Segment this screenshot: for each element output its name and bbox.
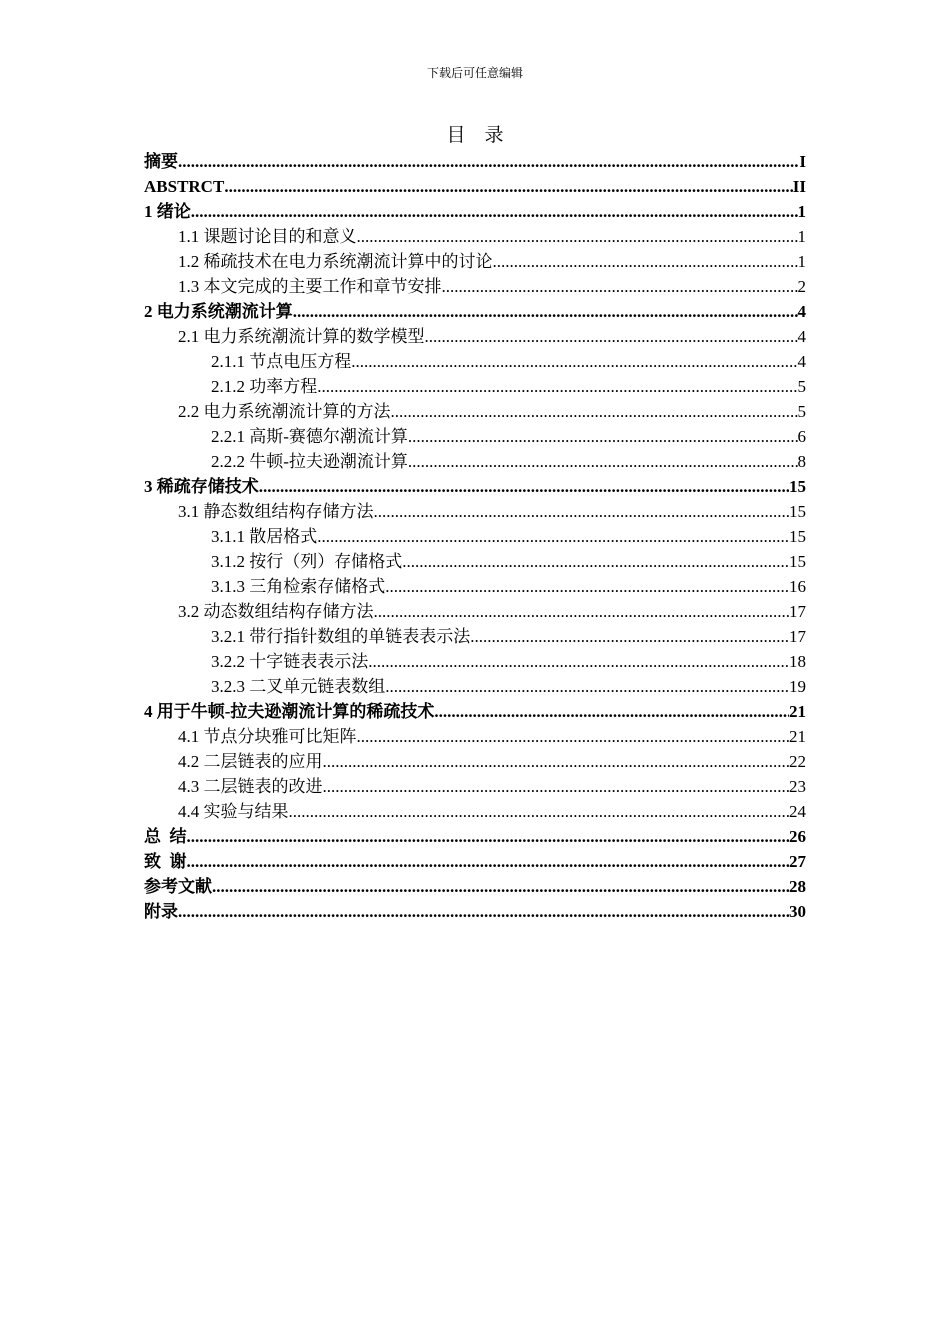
toc-entry[interactable]	[144, 874, 806, 899]
toc-entry[interactable]	[144, 149, 806, 174]
toc-leader-dots	[374, 499, 790, 524]
toc-entry-title: 2.2.2 牛顿-拉夫逊潮流计算	[211, 452, 408, 471]
toc-entry-title: 总 结	[144, 827, 187, 846]
toc-leader-dots	[317, 524, 789, 549]
toc-leader-dots	[323, 774, 790, 799]
toc-entry[interactable]	[144, 574, 806, 599]
toc-entry-page: 17	[789, 627, 806, 646]
toc-entry-page: 5	[797, 402, 806, 421]
toc-entry[interactable]	[144, 274, 806, 299]
toc-leader-dots	[178, 149, 799, 174]
toc-entry[interactable]	[144, 424, 806, 449]
toc-leader-dots	[357, 724, 790, 749]
toc-leader-dots	[408, 449, 798, 474]
toc-entry[interactable]	[144, 724, 806, 749]
toc-entry[interactable]	[144, 299, 806, 324]
page-header: 下载后可任意编辑	[426, 66, 523, 80]
toc-leader-dots	[374, 599, 790, 624]
toc-entry-title: 3.2.3 二叉单元链表数组	[211, 677, 386, 696]
toc-entry-page: 4	[797, 327, 806, 346]
toc-entry[interactable]	[144, 324, 806, 349]
toc-entry-page: 6	[797, 427, 806, 446]
toc-entry-title: 2.1.1 节点电压方程	[211, 352, 352, 371]
toc-entry-page: 24	[789, 802, 806, 821]
toc-entry[interactable]	[144, 699, 806, 724]
toc-entry-page: II	[792, 177, 806, 196]
toc-entry-title: 1 绪论	[144, 202, 191, 221]
toc-leader-dots	[391, 399, 798, 424]
toc-entry[interactable]	[144, 474, 806, 499]
toc-leader-dots	[317, 374, 797, 399]
toc-entry-page: 1	[797, 227, 806, 246]
toc-leader-dots	[402, 549, 789, 574]
toc-entry-page: 17	[789, 602, 806, 621]
toc-leader-dots	[351, 349, 797, 374]
toc-entry[interactable]	[144, 549, 806, 574]
toc-entry-page: 15	[789, 527, 806, 546]
toc-entry[interactable]	[144, 649, 806, 674]
toc-entry[interactable]	[144, 674, 806, 699]
toc-entry-page: 8	[797, 452, 806, 471]
toc-entry-title: 致 谢	[144, 852, 187, 871]
toc-leader-dots	[259, 474, 789, 499]
toc-entry-page: 22	[789, 752, 806, 771]
toc-entry[interactable]	[144, 599, 806, 624]
toc-leader-dots	[493, 249, 798, 274]
toc-entry[interactable]	[144, 849, 806, 874]
toc-entry-page: 21	[789, 702, 806, 721]
toc-entry-page: 18	[789, 652, 806, 671]
toc-entry-page: 21	[789, 727, 806, 746]
toc-entry-title: 3.1 静态数组结构存储方法	[178, 502, 374, 521]
toc-leader-dots	[408, 424, 798, 449]
toc-leader-dots	[385, 574, 789, 599]
toc-entry-title: ABSTRCT	[144, 177, 225, 196]
toc-leader-dots	[293, 299, 798, 324]
toc-entry-title: 3.1.1 散居格式	[211, 527, 318, 546]
toc-entry-title: 参考文献	[144, 877, 212, 896]
toc-entry[interactable]	[144, 249, 806, 274]
toc-leader-dots	[187, 849, 790, 874]
toc-entry-title: 附录	[144, 902, 178, 921]
toc-entry-page: 28	[789, 877, 806, 896]
toc-entry-title: 4.2 二层链表的应用	[178, 752, 323, 771]
toc-entry-title: 4 用于牛顿-拉夫逊潮流计算的稀疏技术	[144, 702, 435, 721]
toc-entry[interactable]	[144, 349, 806, 374]
toc-entry[interactable]	[144, 199, 806, 224]
toc-entry-page: 23	[789, 777, 806, 796]
toc-entry-title: 3.2.1 带行指针数组的单链表表示法	[211, 627, 471, 646]
toc-entry-page: 2	[797, 277, 806, 296]
toc-entry[interactable]	[144, 899, 806, 924]
toc-entry-page: 30	[789, 902, 806, 921]
toc-leader-dots	[187, 824, 790, 849]
toc-entry-page: 4	[797, 302, 806, 321]
toc-entry[interactable]	[144, 374, 806, 399]
toc-entry[interactable]	[144, 449, 806, 474]
toc-entry-page: 26	[789, 827, 806, 846]
toc-entry-title: 3.1.3 三角检索存储格式	[211, 577, 386, 596]
toc-entry[interactable]	[144, 499, 806, 524]
toc-leader-dots	[357, 224, 798, 249]
toc-entry-page: 1	[797, 202, 806, 221]
toc-title: 目 录	[446, 125, 504, 146]
toc-leader-dots	[224, 174, 792, 199]
toc-entry[interactable]	[144, 524, 806, 549]
toc-leader-dots	[323, 749, 790, 774]
toc-leader-dots	[385, 674, 789, 699]
toc-entry[interactable]	[144, 799, 806, 824]
toc-entry[interactable]	[144, 174, 806, 199]
toc-entry-title: 3 稀疏存储技术	[144, 477, 259, 496]
toc-entry-title: 1.2 稀疏技术在电力系统潮流计算中的讨论	[178, 252, 493, 271]
toc-entry[interactable]	[144, 399, 806, 424]
toc-entry-title: 3.2 动态数组结构存储方法	[178, 602, 374, 621]
toc-leader-dots	[470, 624, 789, 649]
toc-entry[interactable]	[144, 749, 806, 774]
toc-entry-title: 4.3 二层链表的改进	[178, 777, 323, 796]
toc-leader-dots	[442, 274, 798, 299]
toc-entry-title: 摘要	[144, 152, 178, 171]
toc-entry-page: 4	[797, 352, 806, 371]
toc-entry-title: 2.1 电力系统潮流计算的数学模型	[178, 327, 425, 346]
toc-entry-title: 2 电力系统潮流计算	[144, 302, 293, 321]
toc-entry-title: 3.2.2 十字链表表示法	[211, 652, 369, 671]
toc-leader-dots	[178, 899, 789, 924]
toc-entry-page: 15	[789, 502, 806, 521]
toc-leader-dots	[289, 799, 790, 824]
toc-entry-page: 15	[789, 477, 806, 496]
toc-leader-dots	[434, 699, 789, 724]
toc-entry-title: 1.1 课题讨论目的和意义	[178, 227, 357, 246]
toc-entry-page: I	[799, 152, 806, 171]
toc-entry-title: 3.1.2 按行（列）存储格式	[211, 552, 403, 571]
toc-entry-page: 5	[797, 377, 806, 396]
toc-entry[interactable]	[144, 774, 806, 799]
toc-entry-title: 2.2 电力系统潮流计算的方法	[178, 402, 391, 421]
toc-entry-title: 4.4 实验与结果	[178, 802, 289, 821]
toc-entry-page: 16	[789, 577, 806, 596]
toc-entry-title: 2.2.1 高斯-赛德尔潮流计算	[211, 427, 408, 446]
toc-entry[interactable]	[144, 224, 806, 249]
toc-entry[interactable]	[144, 624, 806, 649]
toc-leader-dots	[191, 199, 798, 224]
toc-entry-page: 1	[797, 252, 806, 271]
toc-entry-page: 15	[789, 552, 806, 571]
toc-entry[interactable]	[144, 824, 806, 849]
table-of-contents	[144, 149, 806, 924]
toc-entry-page: 19	[789, 677, 806, 696]
toc-entry-title: 4.1 节点分块雅可比矩阵	[178, 727, 357, 746]
toc-leader-dots	[425, 324, 798, 349]
toc-leader-dots	[368, 649, 789, 674]
toc-entry-title: 1.3 本文完成的主要工作和章节安排	[178, 277, 442, 296]
toc-entry-page: 27	[789, 852, 806, 871]
toc-entry-title: 2.1.2 功率方程	[211, 377, 318, 396]
toc-leader-dots	[212, 874, 789, 899]
